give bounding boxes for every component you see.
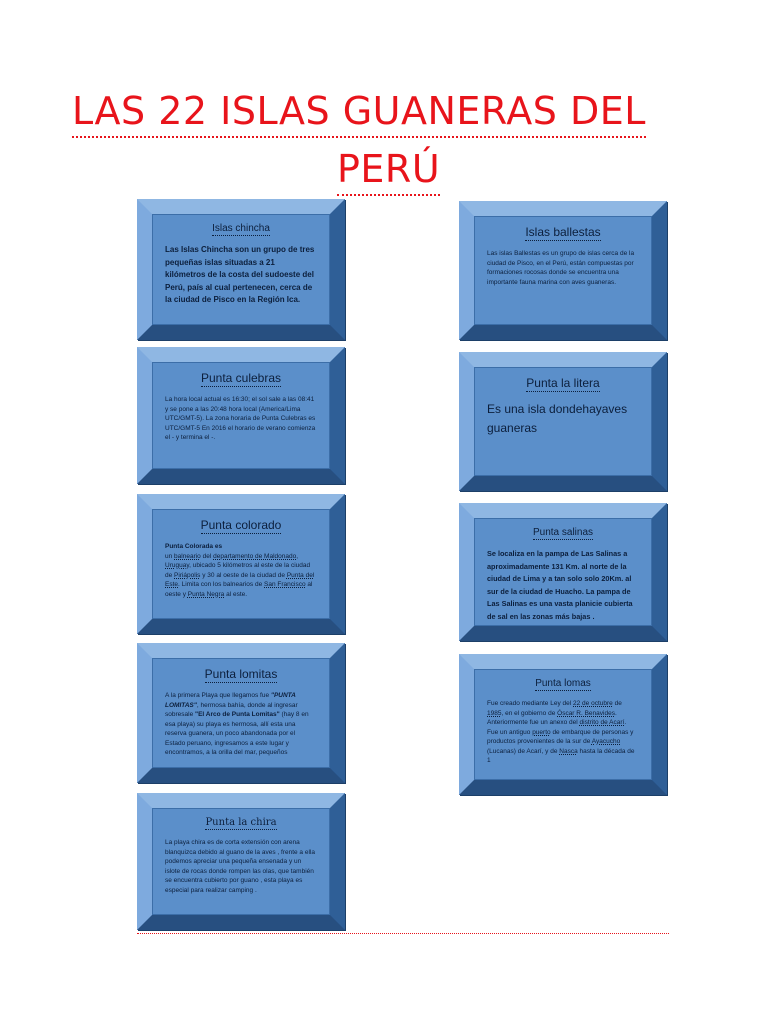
link-punta-del-este[interactable]: Punta del Este [165,571,315,588]
card-body: La hora local actual es 16:30; el sol sale a las 08:41 y se pone a las 20:48 hora local (America/Lima UTC/GMT-5). La zona horaria de Punta Culebras es UTC/GMT-5 En 2016 el horario de verano comienza el - y termina el -. [165,396,316,441]
page-title-line-2: PERÚ [337,146,440,196]
card-islas-chincha [137,199,345,340]
card-title: Punta salinas [532,527,594,538]
link-1985[interactable]: 1985 [487,709,502,717]
card-body: Es una isla dondehayaves guaneras [487,402,628,435]
card-body: La playa chira es de corta extensión con arena blanquizca debido al guano de la aves , frente a ella podemos apreciar una pequeña ensenada y un islote de rocas donde rompen las olas, que también se encuentra cubierto por guano , esta playa es especial para realizar camping . [165,839,315,894]
card-title: Islas chincha [212,223,270,234]
bottom-dotted-rule [137,933,669,934]
link-oscar-benavides[interactable]: Óscar R. Benavides [557,709,615,717]
card-title: Punta culebras [200,371,282,385]
link-punta-negra[interactable]: Punta Negra [187,590,225,598]
card-body: A la primera Playa que llegamos fue "PUNTA LOMITAS", hermosa bahía, donde al ingresar sobresale "El Arco de Punta Lomitas" (hay 8 en esa playa) su playa es hermosa, allí esta una reserva guanera, un poco abandonada por el Estado peruano, ingresamos a este lugar y encontramos, a la orilla del mar, pequeños [165,692,309,756]
card-punta-colorado [137,494,345,634]
link-san-francisco[interactable]: San Francisco [264,581,306,588]
link-puerto[interactable]: puerto [532,728,551,736]
card-punta-culebras [137,347,345,484]
card-body: Fue creado mediante Ley del 22 de octubre de 1985, en el gobierno de Óscar R. Benavides. Anteriormente fue un anexo del distrito de Acarí. Fue un antiguo puerto de embarque de personas y productos provenientes de la sur de Ayacucho (Lucanas) de Acarí, y de Nasca hasta la década de 1 [487,700,635,764]
card-punta-lomas [459,654,667,795]
card-body: Punta Colorada es un balneario del departamento de Maldonado, Uruguay, ubicado 5 kilómetros al este de la ciudad de Piriápolis y 30 al oeste de la ciudad de Punta del Este. Limita con los balnearios de San Francisco al oeste y Punta Negra al este. [165,543,315,598]
card-title: Punta lomitas [204,667,278,681]
card-punta-la-litera [459,352,667,491]
link-departamento-maldonado[interactable]: departamento de Maldonado [213,552,297,560]
card-punta-la-chira [137,793,345,930]
link-nasca[interactable]: Nasca [559,747,578,755]
link-ayacucho[interactable]: Ayacucho [591,738,621,745]
card-body: Las Islas Chincha son un grupo de tres pequeñas islas situadas a 21 kilómetros de la costa del sudoeste del Perú, país al cual pertenecen, cerca de la ciudad de Pisco en la Región Ica. [165,245,315,304]
link-distrito-acari[interactable]: distrito de Acarí [579,719,625,726]
card-body: Las islas Ballestas es un grupo de islas cerca de la ciudad de Pisco, en el Perú, están compuestas por formaciones rocosas donde se encuentra una importante fauna marina con aves guaneras. [487,250,635,286]
card-title: Punta la litera [526,376,600,390]
card-title: Punta colorado [200,518,282,532]
card-body: Se localiza en la pampa de Las Salinas a aproximadamente 131 Km. al norte de la ciudad de Lima y a tan solo solo 20Km. al sur de la ciudad de Huacho. La pampa de Las Salinas es una vasta planicie cubierta de sal en las zonas más bajas . [487,549,633,621]
link-uruguay[interactable]: Uruguay [165,562,190,569]
page-title-line-1: LAS 22 ISLAS GUANERAS DEL [72,88,646,138]
card-title: Islas ballestas [525,225,601,239]
link-22-de-octubre[interactable]: 22 de octubre [573,700,613,707]
card-title: Punta la chira [205,817,277,828]
card-punta-lomitas [137,643,345,783]
card-title: Punta lomas [535,678,591,689]
card-islas-ballestas [459,201,667,340]
link-piriapolis[interactable]: Piriápolis [174,571,201,579]
card-punta-salinas [459,503,667,641]
link-balneario[interactable]: balneario [174,552,201,560]
